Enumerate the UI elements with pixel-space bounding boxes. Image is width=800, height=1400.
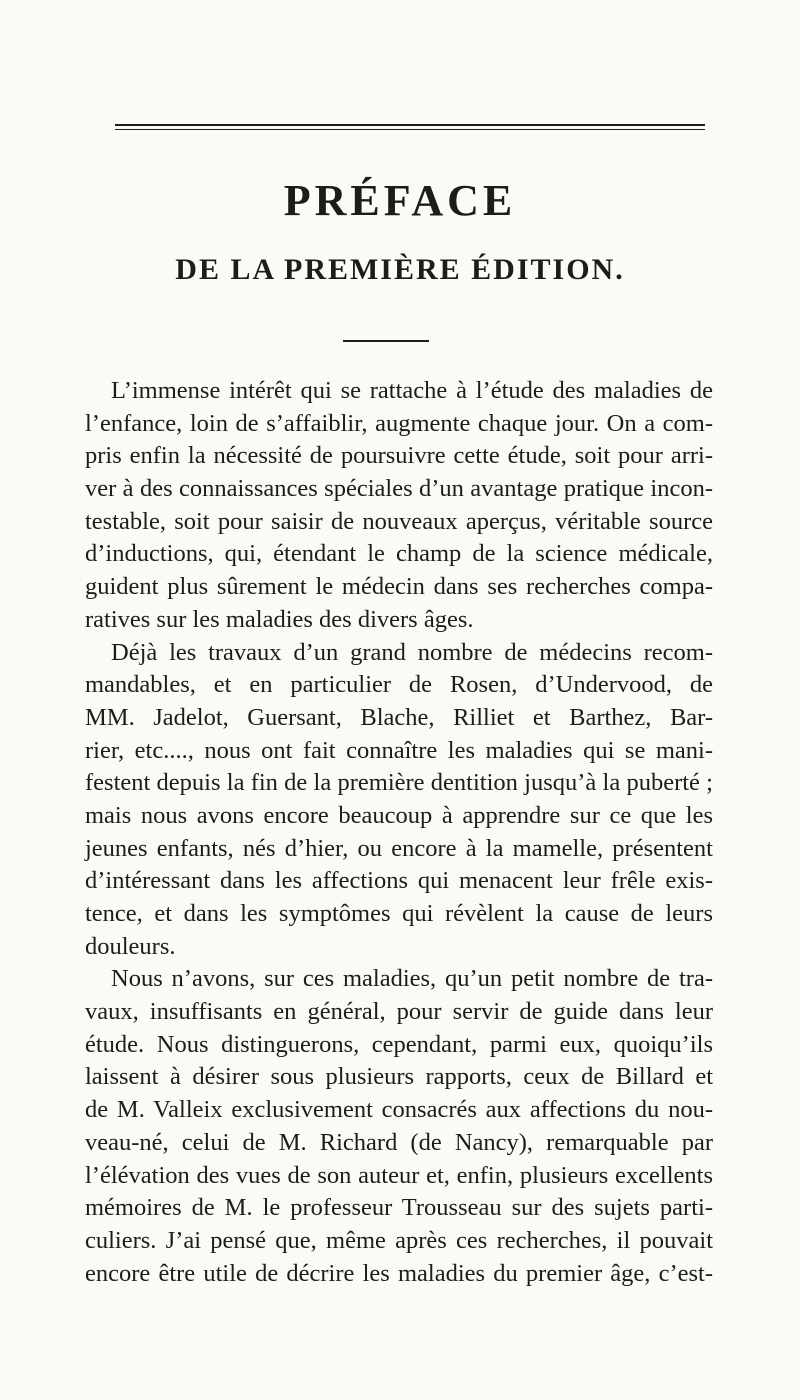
text-line: jeunes enfants, nés d’hier, ou encore à la mamelle, présentent xyxy=(85,834,713,862)
text-line: testable, soit pour saisir de nouveaux aperçus, véritable source xyxy=(85,507,713,535)
text-line: étude. Nous distinguerons, cependant, parmi eux, quoiqu’ils xyxy=(85,1030,713,1058)
page-subtitle: DE LA PREMIÈRE ÉDITION. xyxy=(175,253,625,286)
text-line: mandables, et en particulier de Rosen, d’Undervood, de xyxy=(85,671,713,699)
text-line: Déjà les travaux d’un grand nombre de médecins recom- xyxy=(111,638,713,666)
text-line: d’inductions, qui, étendant le champ de la science médicale, xyxy=(85,540,713,568)
preface-body xyxy=(85,375,713,1290)
text-line: rier, etc...., nous ont fait connaître les maladies qui se mani- xyxy=(85,736,713,764)
top-double-rule-thin xyxy=(115,129,705,130)
text-line: culiers. J’ai pensé que, même après ces recherches, il pouvait xyxy=(85,1226,713,1254)
text-line: mémoires de M. le professeur Trousseau sur des sujets parti- xyxy=(85,1194,713,1222)
text-line: veau-né, celui de M. Richard (de Nancy), remarquable par xyxy=(85,1128,713,1156)
text-line: ratives sur les maladies des divers âges. xyxy=(85,605,474,633)
top-double-rule xyxy=(115,124,705,126)
text-line: laissent à désirer sous plusieurs rapports, ceux de Billard et xyxy=(85,1063,713,1091)
text-line: guident plus sûrement le médecin dans ses recherches compa- xyxy=(85,573,713,601)
text-line: ver à des connaissances spéciales d’un avantage pratique incon- xyxy=(85,475,713,503)
page-title: PRÉFACE xyxy=(283,176,517,225)
text-line: MM. Jadelot, Guersant, Blache, Rilliet et Barthez, Bar- xyxy=(85,703,713,731)
text-line: douleurs. xyxy=(85,932,176,960)
text-line: l’enfance, loin de s’affaiblir, augmente chaque jour. On a com- xyxy=(85,409,713,437)
text-line: Nous n’avons, sur ces maladies, qu’un petit nombre de tra- xyxy=(111,965,713,993)
text-line: festent depuis la fin de la première dentition jusqu’à la puberté ; xyxy=(85,769,713,797)
text-line: d’intéressant dans les affections qui menacent leur frêle exis- xyxy=(85,867,713,895)
text-line: de M. Valleix exclusivement consacrés aux affections du nou- xyxy=(85,1096,713,1124)
text-line: mais nous avons encore beaucoup à apprendre sur ce que les xyxy=(85,801,713,829)
text-line: pris enfin la nécessité de poursuivre cette étude, soit pour arri- xyxy=(85,442,713,470)
section-divider xyxy=(343,340,429,342)
text-line: tence, et dans les symptômes qui révèlent la cause de leurs xyxy=(85,900,713,927)
text-line: encore être utile de décrire les maladies du premier âge, c’est- xyxy=(85,1259,713,1287)
text-line: L’immense intérêt qui se rattache à l’étude des maladies de xyxy=(111,377,713,404)
text-line: vaux, insuffisants en général, pour servir de guide dans leur xyxy=(85,998,713,1026)
text-line: l’élévation des vues de son auteur et, enfin, plusieurs excellents xyxy=(85,1161,713,1189)
